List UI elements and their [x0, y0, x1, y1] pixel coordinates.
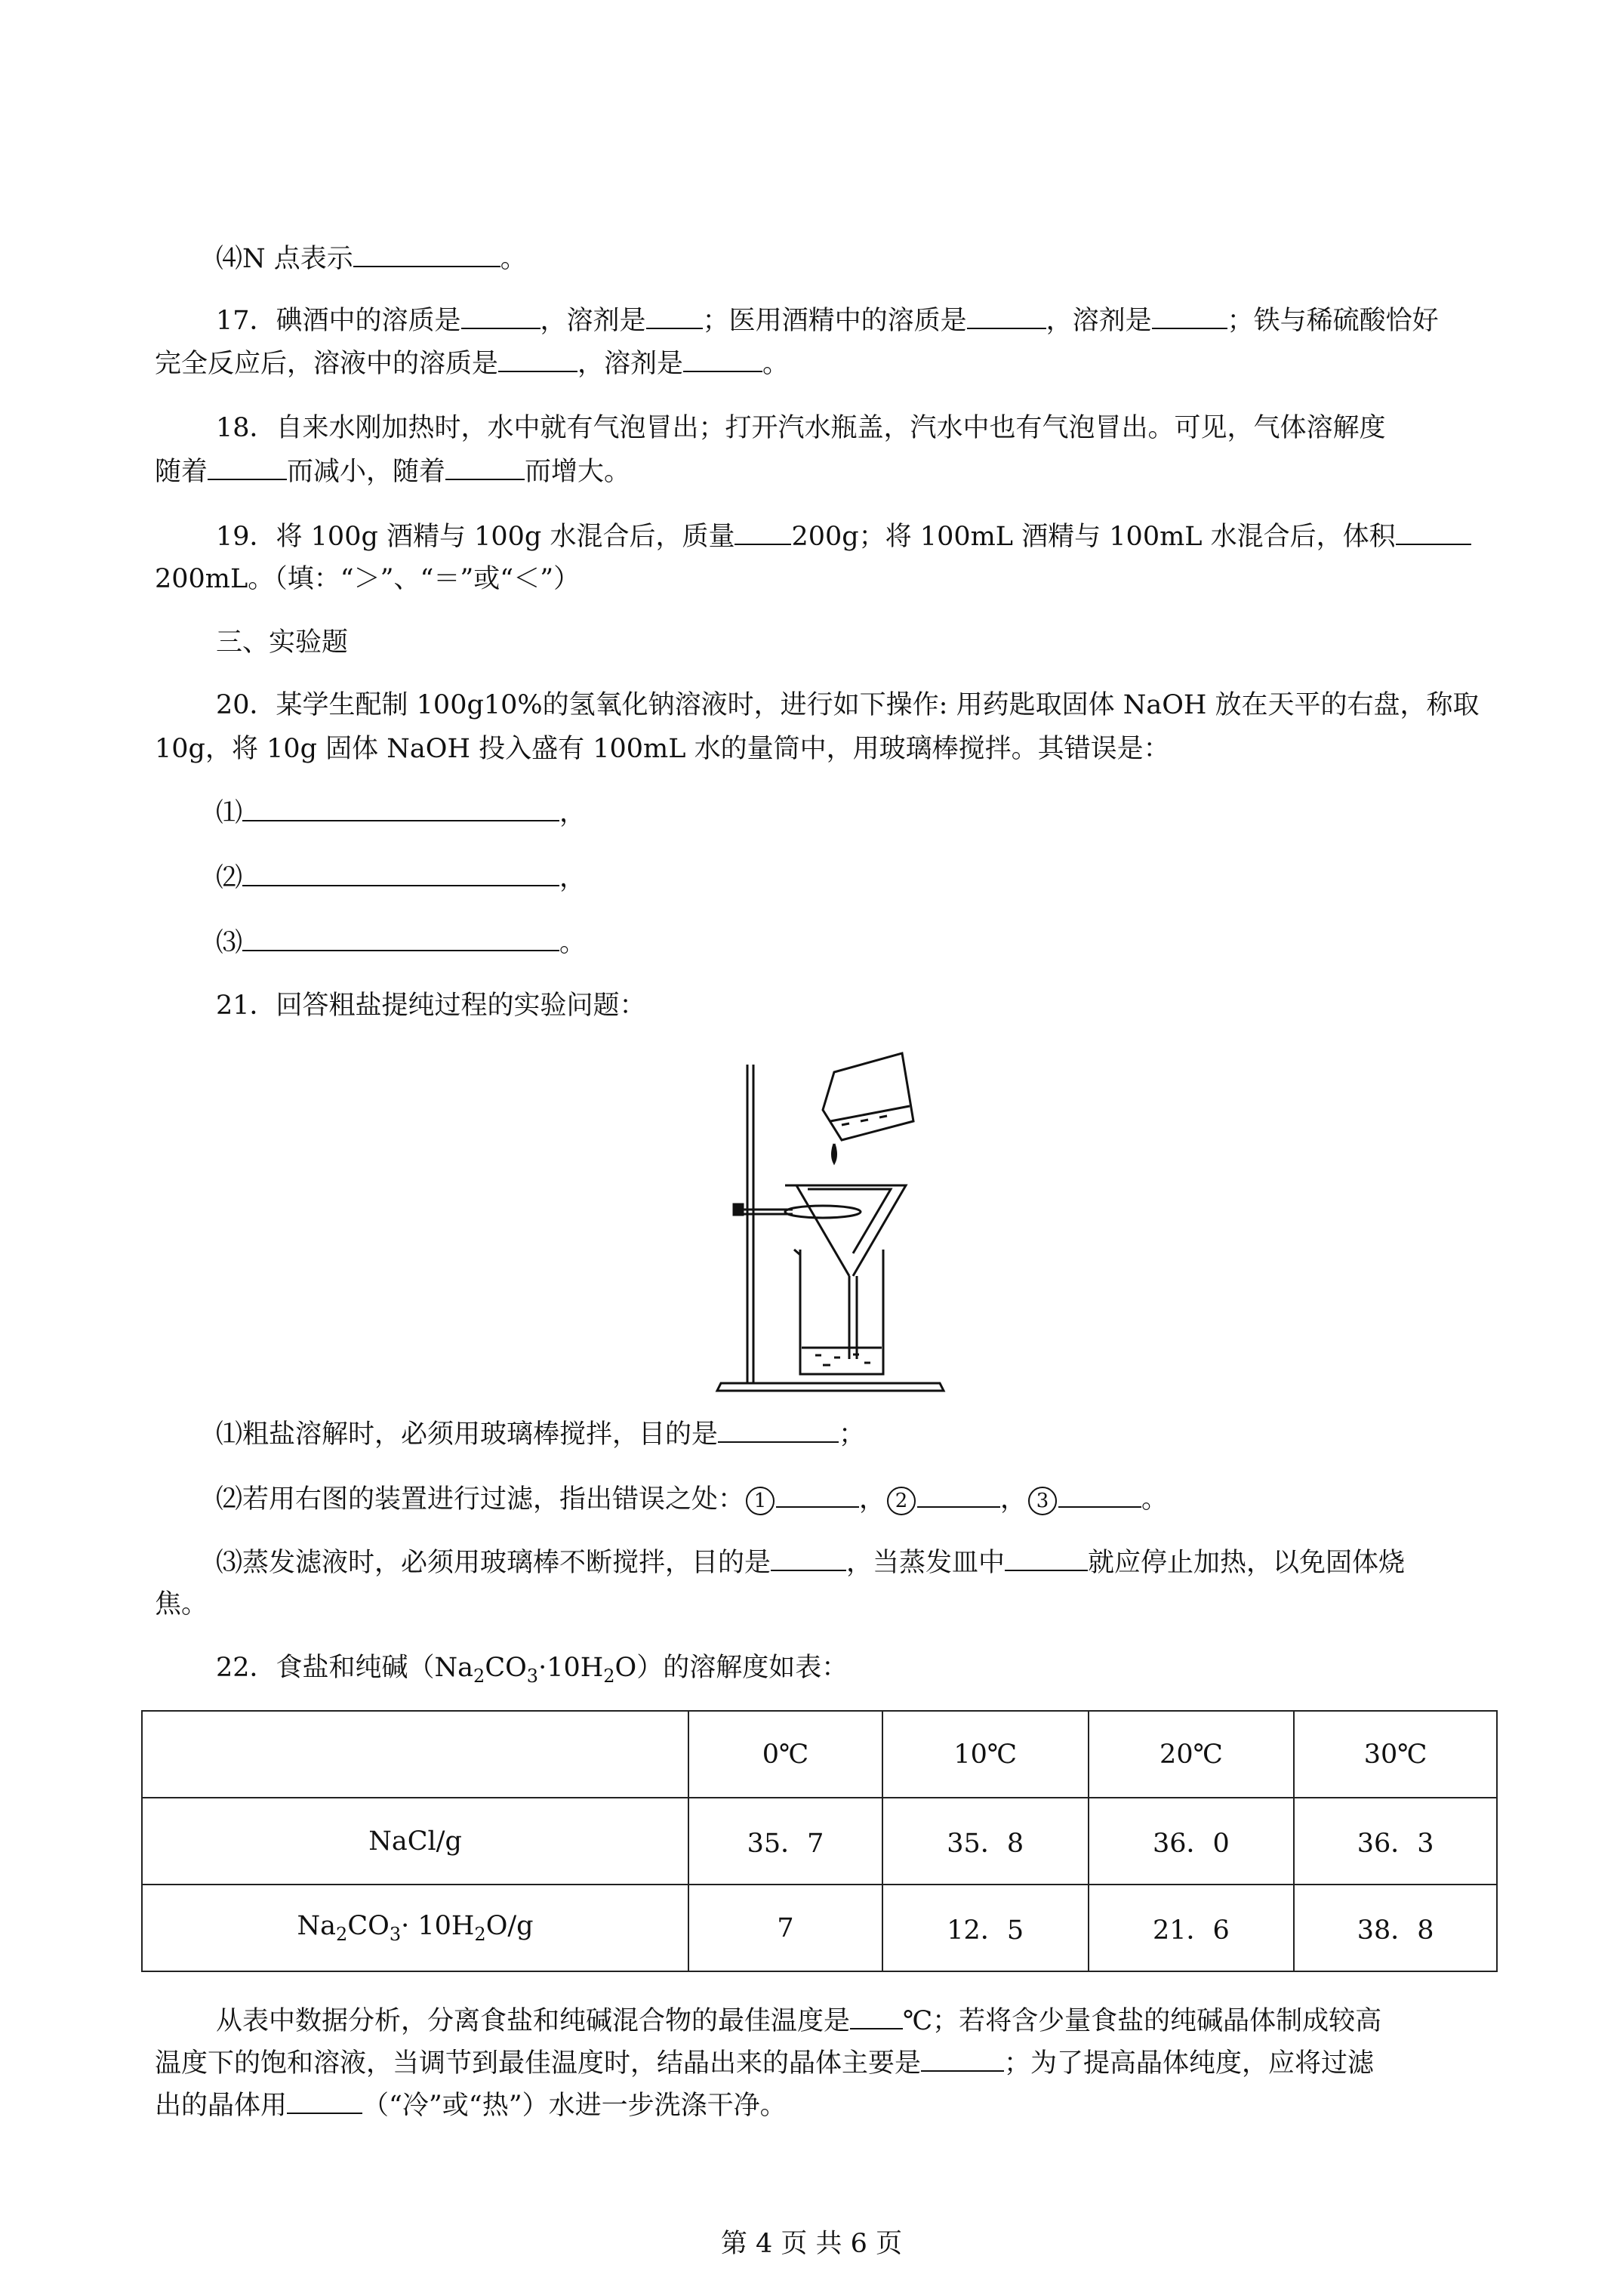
- q22-after-text-e: 出的晶体用: [155, 2091, 288, 2121]
- answer-blank[interactable]: [776, 1481, 859, 1508]
- item-label: ⑴: [216, 798, 243, 828]
- q22-intro-a: 22．食盐和纯碱（Na: [216, 1653, 474, 1683]
- label-part: O/g: [485, 1911, 534, 1941]
- q17-line2: [155, 345, 789, 382]
- q22-after-line1: [216, 2002, 1381, 2039]
- answer-blank[interactable]: [850, 2002, 903, 2029]
- table-cell: 7: [688, 1885, 882, 1971]
- q22-after-text-d: ；为了提高晶体纯度，应将过滤: [1004, 2048, 1375, 2079]
- q17-line1: [216, 302, 1439, 339]
- answer-blank[interactable]: [917, 1481, 1000, 1508]
- item-label: ⑶: [216, 928, 243, 958]
- q22-intro: [216, 1650, 848, 1694]
- q17-text-f: 完全反应后，溶液中的溶质是: [155, 349, 499, 379]
- answer-blank[interactable]: [461, 302, 540, 329]
- answer-blank[interactable]: [735, 518, 791, 545]
- filtration-apparatus-figure: [702, 1049, 959, 1397]
- section-title: 三、实验题: [216, 627, 349, 658]
- q22-intro-d: O）的溶解度如表：: [614, 1653, 848, 1683]
- table-header-cell: 20℃: [1089, 1711, 1295, 1798]
- q21-part3-text-a: ⑶蒸发滤液时，必须用玻璃棒不断搅拌，目的是: [216, 1548, 771, 1578]
- answer-blank[interactable]: [683, 345, 762, 372]
- answer-blank[interactable]: [242, 794, 559, 821]
- q20-item-3: [216, 924, 586, 961]
- label-part: Na: [297, 1911, 337, 1941]
- q18-line1: 18．自来水刚加热时，水中就有气泡冒出；打开汽水瓶盖，汽水中也有气泡冒出。可见，气体溶解度: [216, 413, 1386, 443]
- answer-blank[interactable]: [1152, 302, 1227, 329]
- table-header-cell: 30℃: [1294, 1711, 1497, 1798]
- table-cell: 12．5: [882, 1885, 1089, 1971]
- subscript: 2: [336, 1924, 348, 1945]
- answer-blank[interactable]: [445, 453, 525, 480]
- q16-part4: [216, 240, 527, 277]
- answer-blank[interactable]: [1058, 1481, 1141, 1508]
- q21-part2-text: ⑵若用右图的装置进行过滤，指出错误之处：: [216, 1484, 745, 1515]
- pouring-beaker: [823, 1053, 913, 1140]
- q19-line1: [216, 518, 1471, 555]
- table-cell: 36．3: [1294, 1798, 1497, 1885]
- q16-part4-end: 。: [500, 244, 527, 274]
- clamp: [734, 1204, 743, 1215]
- q17-text-d: ，溶剂是: [1046, 306, 1152, 336]
- q21-part3: [216, 1544, 1405, 1581]
- q21-part1-end: ；: [839, 1419, 866, 1450]
- answer-blank[interactable]: [498, 345, 577, 372]
- answer-blank[interactable]: [242, 859, 559, 886]
- separator: ，: [859, 1484, 886, 1515]
- subscript: 2: [603, 1666, 615, 1687]
- q17-text-g: ，溶剂是: [577, 349, 684, 379]
- answer-blank[interactable]: [287, 2087, 362, 2114]
- answer-blank[interactable]: [771, 1544, 846, 1571]
- q21-part1-text: ⑴粗盐溶解时，必须用玻璃棒搅拌，目的是: [216, 1419, 719, 1450]
- item-label: ⑵: [216, 863, 243, 893]
- q21-part1: [216, 1416, 865, 1453]
- q21-part3-text-b: ，当蒸发皿中: [846, 1548, 1006, 1578]
- label-part: · 10H: [401, 1911, 475, 1941]
- subscript: 2: [473, 1666, 485, 1687]
- q17-text-e: ；铁与稀硫酸恰好: [1227, 306, 1439, 336]
- q22-after-line2: [155, 2045, 1374, 2082]
- table-cell: 36．0: [1089, 1798, 1295, 1885]
- answer-blank[interactable]: [967, 302, 1046, 329]
- q18-text-a: 随着: [155, 457, 208, 487]
- q18-text-b: 而减小，随着: [287, 457, 446, 487]
- circled-number-2: 2: [887, 1487, 916, 1515]
- table-cell: 35．7: [688, 1798, 882, 1885]
- table-row: [142, 1885, 1497, 1971]
- table-row: [142, 1798, 1497, 1885]
- circled-number-3: 3: [1028, 1487, 1057, 1515]
- q22-after-text-a: 从表中数据分析，分离食盐和纯碱混合物的最佳温度是: [216, 2006, 851, 2036]
- circled-number-1: 1: [746, 1487, 775, 1515]
- q16-part4-text: ⑷N 点表示: [216, 244, 353, 274]
- answer-blank[interactable]: [646, 302, 703, 329]
- q18-line2: [155, 453, 630, 490]
- table-row-label: NaCl/g: [142, 1798, 688, 1885]
- item-end: 。: [559, 928, 587, 958]
- q18-text-c: 而增大。: [525, 457, 631, 487]
- q21-part2-end: 。: [1141, 1484, 1169, 1515]
- answer-blank[interactable]: [242, 924, 559, 951]
- label-part: CO: [347, 1911, 390, 1941]
- q20-line1: 20．某学生配制 100g10%的氢氧化钠溶液时，进行如下操作: 用药匙取固体 NaOH 放在天平的右盘，称取: [216, 690, 1480, 720]
- q21-part2: [216, 1481, 1168, 1518]
- stand-base: [717, 1383, 944, 1391]
- q22-after-text-f: （“冷”或“热”）水进一步洗涤干净。: [362, 2091, 787, 2121]
- receiving-beaker: [800, 1250, 883, 1374]
- q22-after-text-b: ℃；若将含少量食盐的纯碱晶体制成较高: [903, 2006, 1382, 2036]
- subscript: 3: [526, 1666, 539, 1687]
- table-row-label: [142, 1885, 688, 1971]
- answer-blank[interactable]: [353, 240, 500, 267]
- table-cell: 35．8: [882, 1798, 1089, 1885]
- subscript: 3: [389, 1924, 402, 1945]
- answer-blank[interactable]: [718, 1416, 839, 1443]
- q17-text-h: 。: [762, 349, 790, 379]
- answer-blank[interactable]: [1396, 518, 1471, 545]
- table-cell: 21．6: [1089, 1885, 1295, 1971]
- q21-intro: 21．回答粗盐提纯过程的实验问题：: [216, 991, 646, 1021]
- q17-text-c: ；医用酒精中的溶质是: [702, 306, 967, 336]
- table-header-cell: 10℃: [882, 1711, 1089, 1798]
- q19-line2: 200mL。（填：“＞”、“＝”或“＜”）: [155, 564, 581, 594]
- q21-part3-text-c: 就应停止加热，以免固体烧: [1088, 1548, 1406, 1578]
- q21-part3-line2: 焦。: [155, 1589, 208, 1620]
- answer-blank[interactable]: [921, 2045, 1004, 2072]
- subscript: 2: [474, 1924, 486, 1945]
- item-end: ，: [559, 863, 587, 893]
- q17-text-b: ，溶剂是: [540, 306, 646, 336]
- solubility-table: [141, 1710, 1498, 1972]
- item-end: ，: [559, 798, 587, 828]
- q22-after-line3: [155, 2087, 787, 2124]
- q20-item-2: [216, 859, 586, 896]
- page-footer: 第 4 页 共 6 页: [720, 2229, 903, 2259]
- table-header-cell: [142, 1711, 688, 1798]
- separator: ，: [1000, 1484, 1027, 1515]
- answer-blank[interactable]: [1005, 1544, 1088, 1571]
- q20-item-1: [216, 794, 586, 831]
- q17-text-a: 17．碘酒中的溶质是: [216, 306, 461, 336]
- q22-intro-c: ·10H: [538, 1653, 604, 1683]
- q22-intro-b: CO: [485, 1653, 527, 1683]
- q19-text-a: 19．将 100g 酒精与 100g 水混合后，质量: [216, 522, 735, 552]
- table-header-cell: 0℃: [688, 1711, 882, 1798]
- q20-line2: 10g，将 10g 固体 NaOH 投入盛有 100mL 水的量筒中，用玻璃棒搅拌。其错误是：: [155, 734, 1170, 764]
- table-row: [142, 1711, 1497, 1798]
- answer-blank[interactable]: [208, 453, 287, 480]
- q22-after-text-c: 温度下的饱和溶液，当调节到最佳温度时，结晶出来的晶体主要是: [155, 2048, 922, 2079]
- table-cell: 38．8: [1294, 1885, 1497, 1971]
- q19-text-b: 200g；将 100mL 酒精与 100mL 水混合后，体积: [791, 522, 1396, 552]
